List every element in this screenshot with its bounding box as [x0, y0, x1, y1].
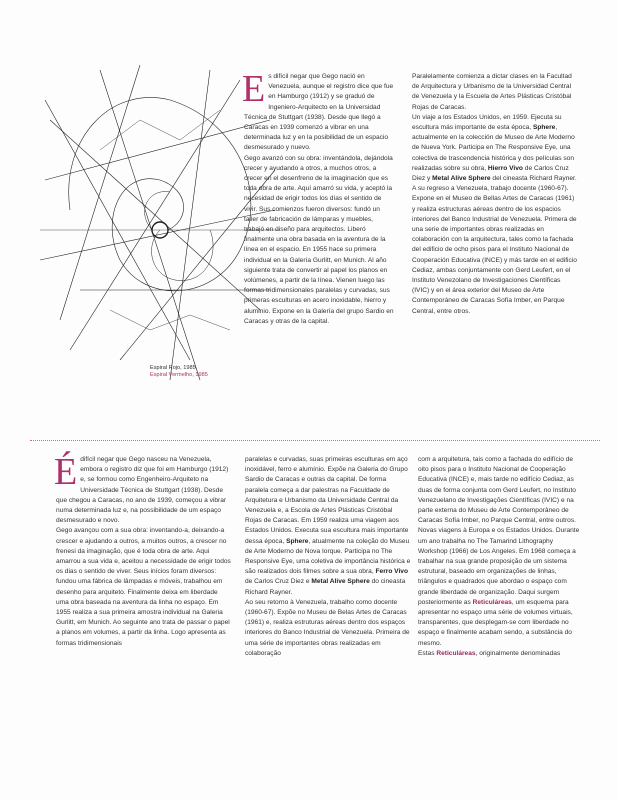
pt-text-segment: paralelas e curvadas, suas primeiras esculturas em aço inoxidável, ferro e alumínio. Expõe na Galeria do Grupo Sardio de Caracas e outras da capital. De forma paralela começa a dar palestras na Faculdade de Arquitetura e Urbanismo da Universidade Central da Venezuela e, a Escola de Artes Plásticas Cristóbal Rojas de Caracas. Em 1959 realiza uma viagem aos Estados Unidos. Executa sua escultura mais importante dessa época,	[245, 456, 409, 545]
es-text-segment: , actualmente en la colección de Museo de Arte Moderno de Nueva York. Participa en The Responsive Eye, una colectiva de trascendencia histórica y dos películas son realizadas sobre su obra,	[412, 124, 575, 172]
es-paragraph-4	[412, 113, 578, 184]
es-paragraph-1: s difícil negar que Gego nació en Venezuela, aunque el registro dice que fue en Hamburgo (1912) y se graduó de Ingeniero-Arquitecto en la Universidad Técnica de Stuttgart (1938). Desde que llegó a Caracas en 1939 comenzó a vibrar en una determinada luz y en la posibilidad de un espacio desmesurado y nuevo.	[244, 73, 394, 152]
caption-es: Espiral Rojo, 1985	[150, 365, 196, 371]
pt-text-segment: , um esquema para apresentar no espaço uma série de volumes virtuais, transparentes, que desplegam-se com liberdade no espaço e finalmente acabam sendo, a substância do mesmo.	[418, 598, 573, 647]
pt-text-segment: Novas viagens à Europa e os Estados Unidos. Durante um ano trabalha no The Tamarind Lithography Workshop (1966) de Los Angeles. Em 1968 começa a trabalhar na sua grande proposição de um sistema estrutural, baseado em organizações de linhas, triângulos e quadrados que abordao o espaço com grande liberdade de organização. Daqui surgem posteriormente as	[418, 527, 580, 606]
pt-paragraph-6	[418, 526, 584, 648]
pt-paragraph-7	[418, 649, 584, 659]
pt-work-title-metal-alive: Metal Alive Sphere	[311, 578, 370, 586]
es-paragraph-2: Gego avanzó con su obra: inventándola, dejándola crecer y ayudando a otros, a muchos otros, a crecer en el desenfreno de la imaginación que es toda obra de arte. Aquí amarró su vida, y aceptó la necesidad de erigir todos los días el sentido de vivir. Sus comienzos fueron diversos: fundó un taller de fabricación de lámparas y muebles, trabajó en diseño para arquitectos. Liberó finalmente una obra basada en la aventura de la línea en el espacio. En 1955 hace su primera individual en la Galería Gurlitt, en Munich. Al año siguiente trata de convertir al papel los planos en volúmenes, a partir de la línea. Vienen luego las formas tridimensionales paralelas y curvadas, sus primeras esculturas en acero inoxidable, hierro y aluminio. Expone en la Galería del grupo Sardio en Caracas y otras de la capital.	[244, 154, 394, 325]
pt-paragraph-2: Gego avançou com a sua obra: inventando-a, deixando-a crescer e ajudando a outros, a muitos outros, a crescer no frenesi da imaginação, que é toda obra de arte. Aqui amarrou a sua vida e, aceitou a necessidade de erigir todos os dias o sentido de viver. Seus inícios foram diversos: fundou uma fábrica de lâmpadas e móveis, trabalhou em desenho para arquiteto. Finalmente deixa em liberdade uma obra baseada na aventura da linha no espaço. Em 1955 realiza a sua primeira amostra individual na Galeria Gurlitt, em Munich. Ao seguinte ano trata de passar o papel a planos em volumes, a partir da linha. Logo apresenta as formas tridimensionais	[56, 527, 231, 647]
portuguese-column-1	[54, 451, 231, 649]
es-work-title-hierro-vivo: Hierro Vivo	[487, 164, 523, 172]
drop-cap-pt: É	[54, 451, 78, 493]
pt-work-title-ferro-vivo: Ferro Vivo	[375, 568, 408, 576]
section-divider	[30, 440, 600, 441]
pt-paragraph-1: difícil negar que Gego nasceu na Venezuela, embora o registro diz que foi em Hamburgo (1912) e, se formou como Engenheiro-Arquiteto na Universidade Técnica de Stuttgart (1938). Desde que chegou a Caracas, no ano de 1939, começou a vibrar numa determinada luz e, na possibilidade de um espaço desmesurado e novo.	[56, 456, 229, 525]
drop-cap-es: E	[242, 68, 266, 110]
es-text-segment: de Carlos Cruz Diez y	[412, 164, 569, 183]
pt-text-segment: do cineasta Richard Rayner.	[245, 578, 406, 596]
pt-text-segment: , originalmente denominadas	[475, 649, 561, 657]
es-text-segment: Un viaje a los Estados Unidos, en 1959. Ejecuta su escultura más importante de esta época,	[412, 113, 562, 132]
figure-caption	[150, 365, 208, 379]
spanish-column-1	[242, 68, 394, 327]
es-text-segment: del cineasta Richard Rayner.	[492, 175, 577, 183]
caption-pt: Espiral Vermelho, 1985	[150, 372, 208, 378]
portuguese-column-2	[245, 455, 411, 659]
es-paragraph-3: Paralelamente comienza a dictar clases en la Facultad de Arquitectura y Urbanismo de la Universidad Central de Venezuela y la Escuela de Artes Plásticas Cristóbal Rojas de Caracas.	[412, 73, 572, 111]
es-work-title-metal-alive: Metal Alive Sphere	[432, 175, 491, 183]
pt-text-segment: de Carlos Cruz Diez e	[245, 578, 310, 586]
es-paragraph-5: A su regreso a Venezuela, trabajo docente (1960-67). Expone en el Museo de Bellas Artes de Caracas (1961) y realiza estructuras aéreas dentro de los espacios interiores del Banco Industrial de Venezuela. Primera de una serie de importantes obras realizadas en colaboración con la arquitectura, tales como la fachada del edificio de ocho pisos para el Instituto Nacional de Cooperación Educativa (INCE) y más tarde en el edificio Cediaz, ambas conjuntamente con Gerd Leufert, en el Instituto Venezolano de Investigaciones Científicas (IVIC) y en el área exterior del Museo de Arte Contemporáneo de Caracas Sofía Imber, en Parque Central, entre otros.	[412, 185, 577, 315]
pt-paragraph-3	[245, 455, 411, 598]
es-work-title-sphere: Sphere	[532, 124, 556, 132]
pt-paragraph-4: Ao seu retorno à Venezuela, trabalho como docente (1960-67). Expõe no Museu de Belas Artes de Caracas (1961) e, realiza estruturas aéreas dentro dos espaços interiores do Banco Industrial de Venezuela. Primeira de uma série de importantes obras realizadas em colaboração	[245, 598, 410, 657]
pt-text-segment: Estas	[418, 649, 435, 657]
pt-text-segment: , atualmente na coleção do Museu de Arte Moderno de Nova Iorque. Participa no The Responsive Eye, uma coletiva de importância histórica e são realizados dois filmes sobre a sua obra,	[245, 537, 411, 576]
pt-work-title-reticulareas: Reticuláreas	[472, 598, 512, 606]
pt-work-title-reticulareas-2: Reticuláreas	[436, 649, 476, 657]
spanish-column-2	[412, 72, 578, 317]
portuguese-column-3	[418, 455, 584, 659]
pt-paragraph-5: com a arquitetura, tais como a fachada do edifício de oito pisos para o Instituto Nacional de Cooperação Educativa (INCE) e, mais tarde no edifício Cediaz, as duas de forma conjunta com Gerd Leufert, no Instituto Venezuelano de Investigações Científicas (IVIC) e na parte externa do Museu de Arte Contemporâneo de Caracas Sofía Imber, no Parque Central, entre outros.	[418, 456, 576, 525]
pt-work-title-sphere: Sphere	[286, 537, 309, 545]
